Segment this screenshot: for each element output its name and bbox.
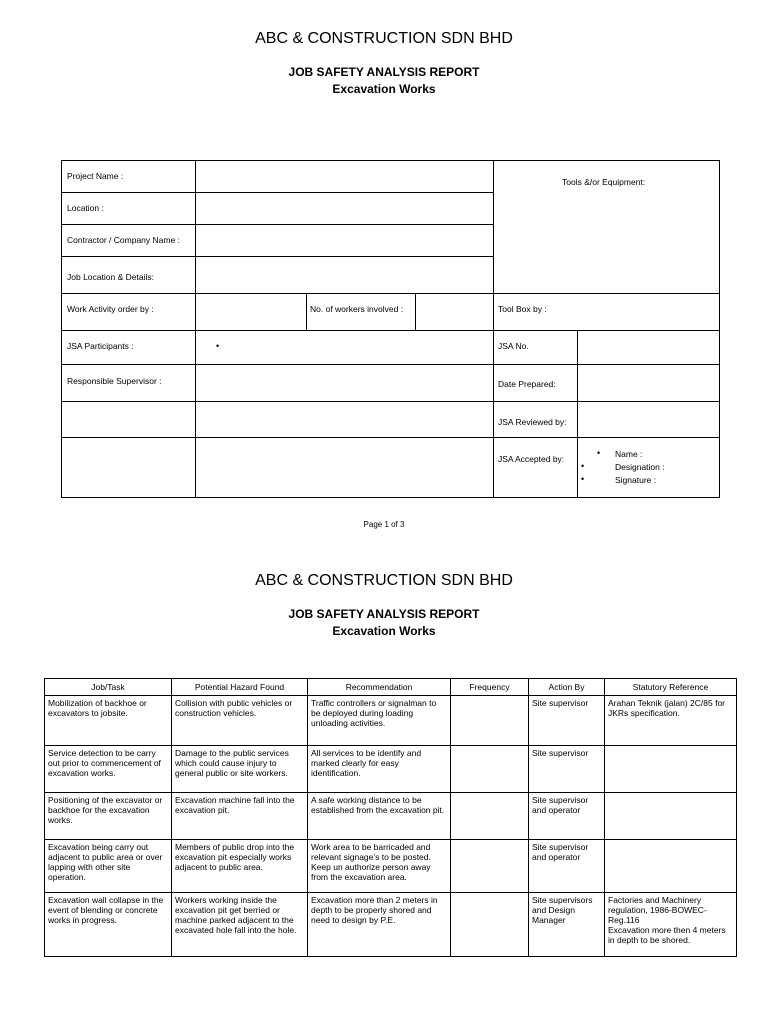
col-header: Job/Task: [45, 679, 172, 696]
hazard-cell: Excavation machine fall into the excavation pit.: [172, 793, 308, 840]
jsa-reviewed-label: JSA Reviewed by:: [498, 417, 567, 427]
recommendation-cell: Work area to be barricaded and relevant signage’s to be posted. Keep un authorize person away from the excavation area.: [308, 840, 451, 893]
action-by-cell: Site supervisor and operator: [529, 793, 605, 840]
jsa-participants-label: JSA Participants :: [67, 341, 134, 351]
frequency-cell: [451, 840, 529, 893]
jsa-no-label: JSA No.: [498, 341, 529, 351]
job-safety-analysis-table: [44, 678, 737, 957]
reference-cell: Factories and Machinery regulation, 1986-BOWEC-Reg.116 Excavation more then 4 meters in depth to be shored.: [605, 893, 737, 957]
accepted-designation-label: Designation :: [615, 462, 665, 472]
accepted-signature-label: Signature :: [615, 475, 657, 485]
work-activity-label: Work Activity order by :: [67, 304, 154, 314]
reference-cell: [605, 793, 737, 840]
table-row: [45, 893, 737, 957]
task-cell: Service detection to be carry out prior to commencement of excavation works.: [45, 746, 172, 793]
recommendation-cell: Excavation more than 2 meters in depth to be properly shored and need to design by P.E.: [308, 893, 451, 957]
location-label: Location :: [67, 203, 104, 213]
col-header: Action By: [529, 679, 605, 696]
company-name-2: ABC & CONSTRUCTION SDN BHD: [255, 572, 513, 589]
recommendation-cell: A safe working distance to be established from the excavation pit.: [308, 793, 451, 840]
hazard-cell: Collision with public vehicles or construction vehicles.: [172, 696, 308, 746]
task-cell: Excavation wall collapse in the event of blending or concrete works in progress.: [45, 893, 172, 957]
page-number: Page 1 of 3: [363, 520, 405, 529]
col-header: Frequency: [451, 679, 529, 696]
col-header: Potential Hazard Found: [172, 679, 308, 696]
accepted-name-label: Name :: [615, 449, 643, 459]
table-row: [45, 793, 737, 840]
recommendation-cell: All services to be identify and marked clearly for easy identification.: [308, 746, 451, 793]
company-name: ABC & CONSTRUCTION SDN BHD: [255, 30, 513, 47]
responsible-supervisor-label: Responsible Supervisor :: [67, 376, 162, 386]
table-header-row: [45, 679, 737, 696]
hazard-cell: Members of public drop into the excavation pit especially works adjacent to public area.: [172, 840, 308, 893]
date-prepared-label: Date Prepared:: [498, 379, 556, 389]
task-cell: Mobilization of backhoe or excavators to jobsite.: [45, 696, 172, 746]
task-cell: Excavation being carry out adjacent to public area or over lapping with other site operation.: [45, 840, 172, 893]
reference-cell: [605, 840, 737, 893]
action-by-cell: Site supervisor: [529, 696, 605, 746]
report-subtitle: Excavation Works: [332, 82, 436, 96]
action-by-cell: Site supervisors and Design Manager: [529, 893, 605, 957]
jsa-form-table: [61, 160, 720, 498]
project-name-label: Project Name :: [67, 171, 124, 181]
col-header: Recommendation: [308, 679, 451, 696]
action-by-cell: Site supervisor: [529, 746, 605, 793]
recommendation-cell: Traffic controllers or signalman to be deployed during loading unloading activities.: [308, 696, 451, 746]
task-cell: Positioning of the excavator or backhoe for the excavation works.: [45, 793, 172, 840]
hazard-cell: Workers working inside the excavation pit get berried or machine parked adjacent to the excavated hole fall into the hole.: [172, 893, 308, 957]
frequency-cell: [451, 793, 529, 840]
report-title: JOB SAFETY ANALYSIS REPORT: [288, 65, 480, 79]
frequency-cell: [451, 893, 529, 957]
contractor-label: Contractor / Company Name :: [67, 235, 180, 245]
action-by-cell: Site supervisor and operator: [529, 840, 605, 893]
hazard-cell: Damage to the public services which could cause injury to general public or site workers.: [172, 746, 308, 793]
tools-equipment-label: Tools &/or Equipment:: [562, 177, 646, 187]
report-title-2: JOB SAFETY ANALYSIS REPORT: [288, 607, 480, 621]
jsa-accepted-label: JSA Accepted by:: [498, 454, 565, 464]
reference-cell: Arahan Teknik (jalan) 2C/85 for JKRs specification.: [605, 696, 737, 746]
tool-box-label: Tool Box by :: [498, 304, 547, 314]
frequency-cell: [451, 696, 529, 746]
accepted-designation-bullet: •: [581, 461, 585, 471]
accepted-signature-bullet: •: [581, 474, 585, 484]
participants-bullet: •: [216, 341, 220, 351]
table-row: [45, 746, 737, 793]
reference-cell: [605, 746, 737, 793]
accepted-name-bullet: •: [597, 448, 601, 458]
no-workers-label: No. of workers involved :: [310, 304, 404, 314]
table-row: [45, 840, 737, 893]
report-subtitle-2: Excavation Works: [332, 624, 436, 638]
table-row: [45, 696, 737, 746]
frequency-cell: [451, 746, 529, 793]
col-header: Statutory Reference: [605, 679, 737, 696]
job-location-label: Job Location & Details:: [67, 272, 154, 282]
